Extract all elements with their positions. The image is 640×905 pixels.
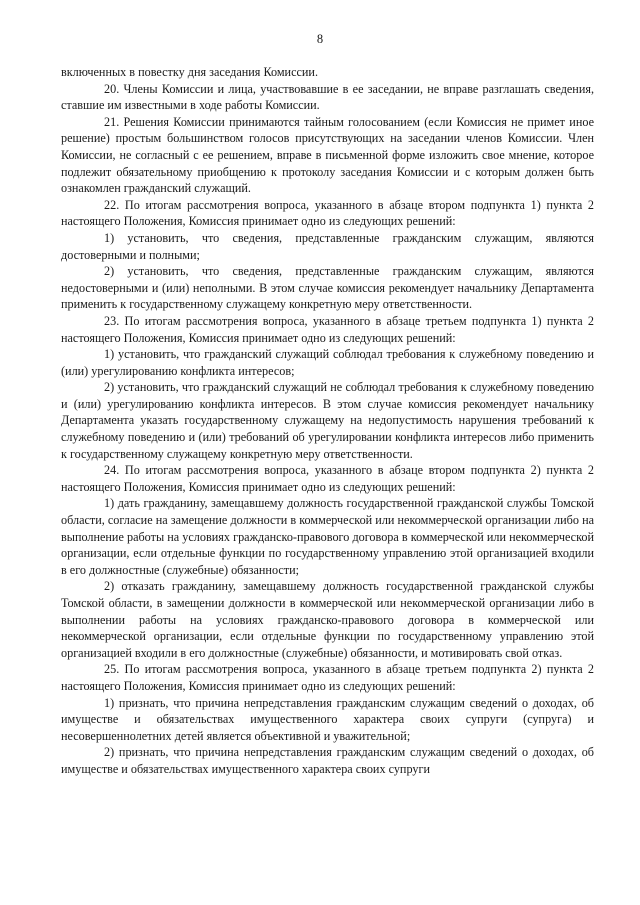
paragraph-item-24-sub-1: 1) дать гражданину, замещавшему должность государственной гражданской службы Томской области, согласие на замещение должности в коммерческой или некоммерческой организации либо на выполнение работы на условиях гражданско-правового договора в коммерческой или некоммерческой организации, если отдельные функции по государственному управлению этой организацией входили в его должностные (служебные) обязанности; xyxy=(61,496,594,577)
page-number: 8 xyxy=(316,32,324,46)
paragraph-item-23: 23. По итогам рассмотрения вопроса, указанного в абзаце третьем подпункта 1) пункта 2 настоящего Положения, Комиссия принимает одно из следующих решений: xyxy=(61,313,594,345)
paragraph-item-22-sub-1: 1) установить, что сведения, представленные гражданским служащим, являются достоверными и полными; xyxy=(61,230,594,262)
paragraph-item-21: 21. Решения Комиссии принимаются тайным голосованием (если Комиссия не примет иное решение) простым большинством голосов присутствующих на заседании членов Комиссии. Член Комиссии, не согласный с ее решением, вправе в письменной форме изложить свое мнение, которое подлежит обязательному приобщению к протоколу заседания Комиссии и с которым должен быть ознакомлен гражданский служащий. xyxy=(61,114,594,196)
paragraph-item-22: 22. По итогам рассмотрения вопроса, указанного в абзаце втором подпункта 1) пункта 2 настоящего Положения, Комиссия принимает одно из следующих решений: xyxy=(61,197,594,229)
paragraph-item-22-sub-2: 2) установить, что сведения, представленные гражданским служащим, являются недостоверными и (или) неполными. В этом случае комиссия рекомендует начальнику Департамента применить к государственному служащему конкретную меру ответственности. xyxy=(61,264,594,312)
paragraph-item-23-sub-1: 1) установить, что гражданский служащий соблюдал требования к служебному поведению и (или) урегулированию конфликта интересов; xyxy=(61,347,594,378)
paragraph-item-25: 25. По итогам рассмотрения вопроса, указанного в абзаце третьем подпункта 2) пункта 2 настоящего Положения, Комиссия принимает одно из следующих решений: xyxy=(61,662,594,693)
paragraph-item-23-sub-2: 2) установить, что гражданский служащий не соблюдал требования к служебному поведению и (или) урегулированию конфликта интересов. В этом случае комиссия рекомендует начальнику Департамента указать государственному служащему на недопустимость нарушения требований к служебному поведению и (или) требований об урегулировании конфликта интересов либо применить к государственному служащему конкретную меру ответственности. xyxy=(61,380,594,461)
document-body xyxy=(61,64,594,778)
paragraph-item-25-sub-1: 1) признать, что причина непредставления гражданским служащим сведений о доходах, об имуществе и обязательствах имущественного характера своих супруги (супруга) и несовершеннолетних детей является объективной и уважительной; xyxy=(61,695,594,743)
paragraph-item-24: 24. По итогам рассмотрения вопроса, указанного в абзаце втором подпункта 2) пункта 2 настоящего Положения, Комиссия принимает одно из следующих решений: xyxy=(61,463,594,494)
paragraph-item-20: 20. Члены Комиссии и лица, участвовавшие в ее заседании, не вправе разглашать сведения, ставшие им известными в ходе работы Комиссии. xyxy=(61,81,594,113)
paragraph-continuation: включенных в повестку дня заседания Комиссии. xyxy=(61,65,318,79)
paragraph-item-25-sub-2: 2) признать, что причина непредставления гражданским служащим сведений о доходах, об имуществе и обязательствах имущественного характера своих супруги xyxy=(61,745,594,776)
paragraph-item-24-sub-2: 2) отказать гражданину, замещавшему должность государственной гражданской службы Томской области, в замещении должности в коммерческой или некоммерческой организации либо в выполнении работы на условиях гражданско-правового договора в коммерческой или некоммерческой организации, если отдельные функции по государственному управлению этой организацией входили в его должностные (служебные) обязанности, и мотивировать свой отказ. xyxy=(61,579,594,660)
